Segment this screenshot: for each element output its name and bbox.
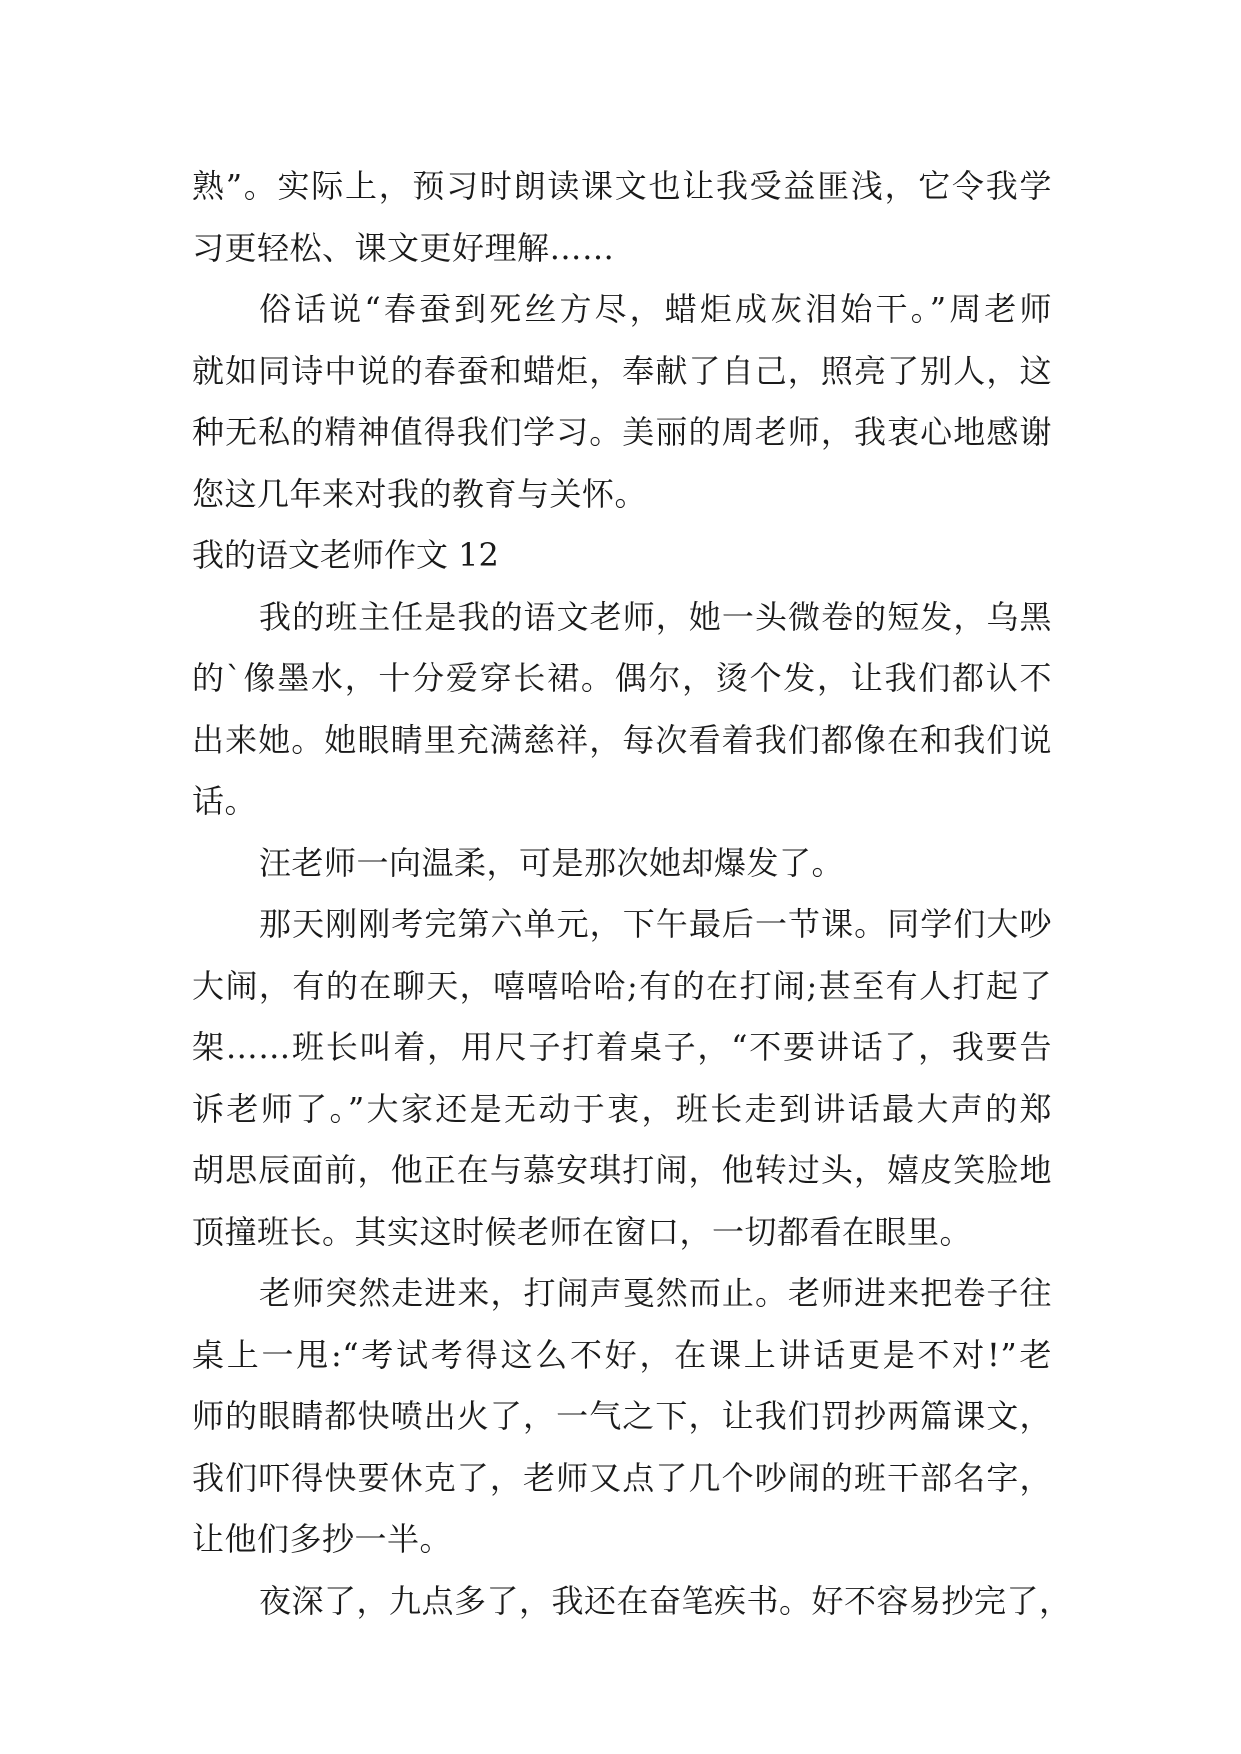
paragraph-line: 您这几年来对我的教育与关怀。	[192, 474, 648, 513]
paragraph-line: 老师突然走进来，打闹声戛然而止。老师进来把卷子往	[259, 1274, 1052, 1312]
paragraph-line: 习更轻松、课文更好理解……	[192, 228, 615, 267]
paragraph-line: 熟”。实际上，预习时朗读课文也让我受益匪浅，它令我学	[192, 167, 1052, 205]
paragraph-line: 顶撞班长。其实这时候老师在窗口，一切都看在眼里。	[192, 1212, 973, 1251]
paragraph-line: 师的眼睛都快喷出火了，一气之下，让我们罚抄两篇课文，	[192, 1397, 1052, 1435]
paragraph-line: 的`像墨水，十分爱穿长裙。偶尔，烫个发，让我们都认不	[192, 659, 1052, 697]
paragraph-line: 桌上一甩:“考试考得这么不好，在课上讲话更是不对!”老	[192, 1335, 1052, 1374]
paragraph-line: 让他们多抄一半。	[192, 1520, 453, 1558]
paragraph-line: 大闹，有的在聊天，嘻嘻哈哈;有的在打闹;甚至有人打起了	[192, 966, 1052, 1005]
paragraph-line: 那天刚刚考完第六单元，下午最后一节课。同学们大吵	[259, 905, 1052, 943]
paragraph-line: 我的班主任是我的语文老师，她一头微卷的短发，乌黑	[259, 597, 1052, 636]
paragraph-line: 俗话说“春蚕到死丝方尽，蜡炬成灰泪始干。”周老师	[259, 290, 1052, 328]
paragraph-line: 种无私的精神值得我们学习。美丽的周老师，我衷心地感谢	[192, 413, 1052, 451]
paragraph-line: 出来她。她眼睛里充满慈祥，每次看着我们都像在和我们说	[192, 720, 1052, 759]
paragraph-line: 话。	[192, 782, 258, 820]
paragraph-line: 我们吓得快要休克了，老师又点了几个吵闹的班干部名字，	[192, 1458, 1052, 1497]
paragraph-line: 诉老师了。”大家还是无动于衷，班长走到讲话最大声的郑	[192, 1089, 1052, 1128]
section-heading: 我的语文老师作文 12	[192, 536, 499, 574]
paragraph-line: 夜深了，九点多了，我还在奋笔疾书。好不容易抄完了，	[259, 1581, 1072, 1620]
paragraph-line: 架……班长叫着，用尺子打着桌子，“不要讲话了，我要告	[192, 1028, 1052, 1066]
document-body	[192, 156, 1072, 1632]
paragraph-line: 汪老师一向温柔，可是那次她却爆发了。	[259, 843, 845, 882]
paragraph-line: 就如同诗中说的春蚕和蜡炬，奉献了自己，照亮了别人，这	[192, 351, 1052, 390]
paragraph-line: 胡思辰面前，他正在与慕安琪打闹，他转过头，嬉皮笑脸地	[192, 1151, 1052, 1189]
